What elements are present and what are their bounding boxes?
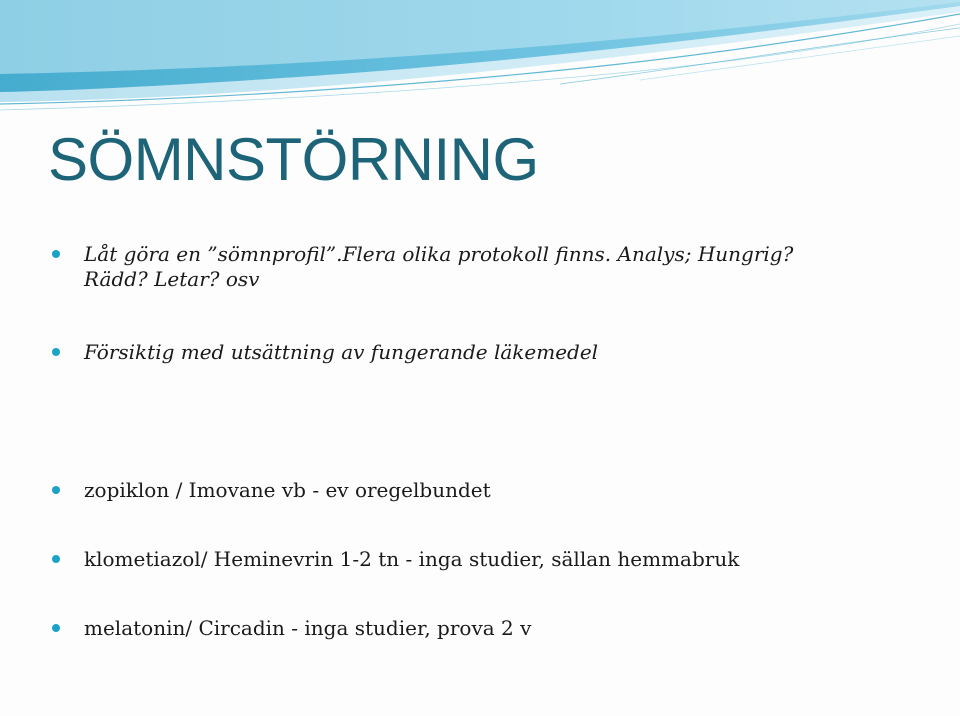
bullet-dot-icon [52,555,60,563]
bullet-melatonin [52,616,912,641]
bullet-text [84,242,912,292]
bullet-klometiazol [52,547,912,572]
bullet-text: zopiklon / Imovane vb - ev oregelbundet [84,478,491,502]
bullet-dot-icon [52,348,60,356]
bullet-text: melatonin/ Circadin - inga studier, prova 2 v [84,616,532,640]
header-wave-decoration [0,0,960,115]
bullet-zopiklon [52,478,912,503]
bullet-text: klometiazol/ Heminevrin 1-2 tn - inga studier, sällan hemmabruk [84,547,740,571]
bullet-careful-withdrawal [52,340,912,365]
bullet-dot-icon [52,624,60,632]
bullet-dot-icon [52,250,60,258]
bullet-text-line-2: Rädd? Letar? osv [84,267,260,291]
bullet-sleep-profile [52,242,912,292]
bullet-text-line-1: Låt göra en ”sömnprofil”.Flera olika protokoll finns. Analys; Hungrig? [84,242,794,266]
bullet-text: Försiktig med utsättning av fungerande läkemedel [84,340,599,364]
slide-title: SÖMNSTÖRNING [48,126,539,193]
bullet-dot-icon [52,486,60,494]
